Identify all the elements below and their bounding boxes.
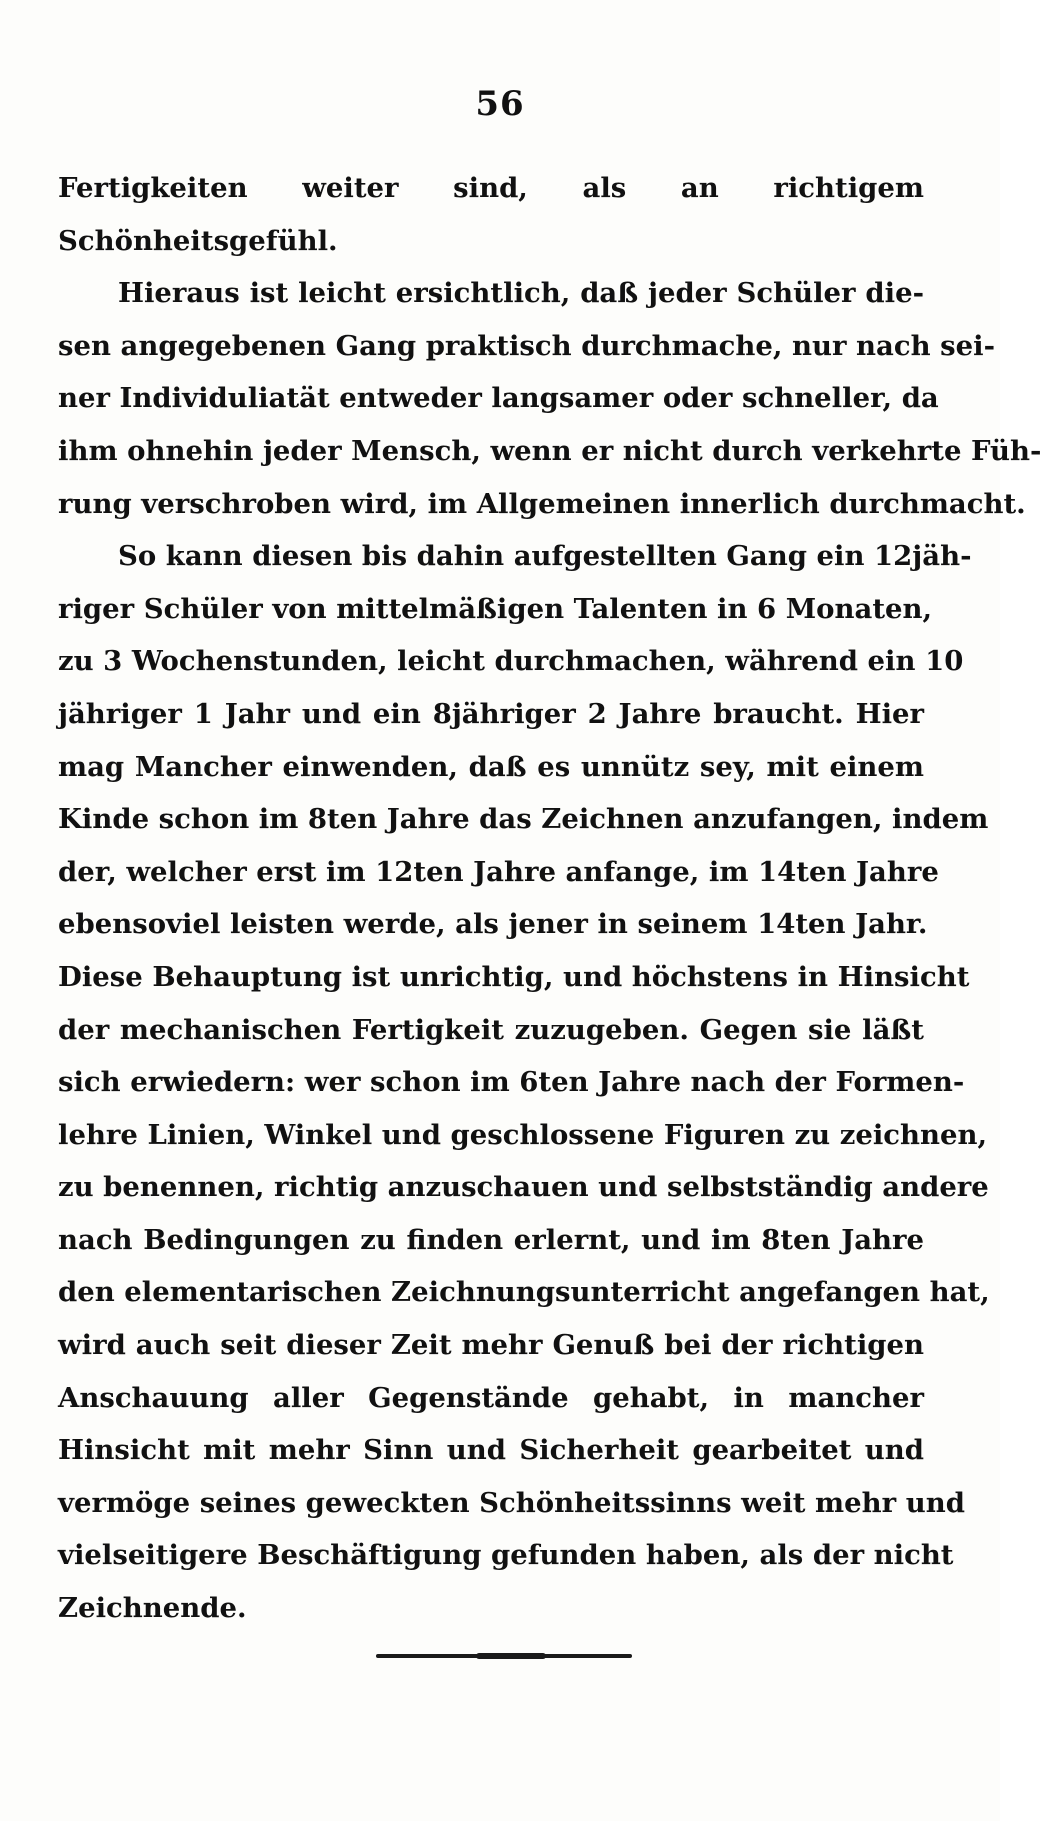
text-line: zu benennen, richtig anzuschauen und selbstständig andere bbox=[58, 1171, 989, 1204]
text-line: Kinde schon im 8ten Jahre das Zeichnen anzufangen, indem bbox=[58, 803, 989, 836]
text-line: sich erwiedern: wer schon im 6ten Jahre nach der Formen- bbox=[58, 1066, 965, 1099]
text-line: den elementarischen Zeichnungsunterricht angefangen hat, bbox=[58, 1276, 990, 1309]
text-line: mag Mancher einwenden, daß es unnütz sey, mit einem bbox=[58, 750, 924, 783]
text-line: Hinsicht mit mehr Sinn und Sicherheit gearbeitet und bbox=[58, 1434, 924, 1467]
text-line: sen angegebenen Gang praktisch durchmache, nur nach sei- bbox=[58, 329, 995, 362]
text-line: Fertigkeiten weiter sind, als an richtigem bbox=[58, 172, 924, 204]
text-line: Anschauung aller Gegenstände gehabt, in mancher bbox=[58, 1381, 924, 1414]
text-line: nach Bedingungen zu finden erlernt, und im 8ten Jahre bbox=[58, 1223, 924, 1256]
text-line: Diese Behauptung ist unrichtig, und höchstens in Hinsicht bbox=[58, 960, 970, 993]
paragraph-start-line: So kann diesen bis dahin aufgestellten Gang ein 12jäh- bbox=[118, 540, 972, 573]
text-line: wird auch seit dieser Zeit mehr Genuß bei der richtigen bbox=[58, 1329, 924, 1362]
text-line: ebensoviel leisten werde, als jener in seinem 14ten Jahr. bbox=[58, 908, 928, 941]
text-line: vielseitigere Beschäftigung gefunden haben, als der nicht bbox=[58, 1539, 954, 1572]
text-line: Zeichnende. bbox=[58, 1592, 247, 1625]
text-line: ner Individuliatät entweder langsamer oder schneller, da bbox=[58, 382, 939, 415]
text-line: der mechanischen Fertigkeit zuzugeben. Gegen sie läßt bbox=[58, 1013, 924, 1046]
closing-rule bbox=[376, 1654, 632, 1658]
text-line: lehre Linien, Winkel und geschlossene Figuren zu zeichnen, bbox=[58, 1118, 988, 1151]
text-line: ihm ohnehin jeder Mensch, wenn er nicht durch verkehrte Füh- bbox=[58, 434, 1041, 467]
page-number: 56 bbox=[475, 84, 525, 124]
paragraph-start-line: Hieraus ist leicht ersichtlich, daß jeder Schüler die- bbox=[118, 277, 924, 310]
text-line: vermöge seines geweckten Schönheitssinns weit mehr und bbox=[58, 1486, 965, 1519]
text-line: rung verschroben wird, im Allgemeinen innerlich durchmacht. bbox=[58, 487, 1026, 520]
body-text bbox=[58, 162, 1041, 1635]
text-line: jähriger 1 Jahr und ein 8jähriger 2 Jahre braucht. Hier bbox=[58, 697, 924, 730]
text-line: der, welcher erst im 12ten Jahre anfange, im 14ten Jahre bbox=[58, 855, 939, 888]
text-line: riger Schüler von mittelmäßigen Talenten in 6 Monaten, bbox=[58, 592, 933, 625]
text-line: Schönheitsgefühl. bbox=[58, 224, 338, 257]
text-line: zu 3 Wochenstunden, leicht durchmachen, während ein 10 bbox=[58, 645, 964, 678]
